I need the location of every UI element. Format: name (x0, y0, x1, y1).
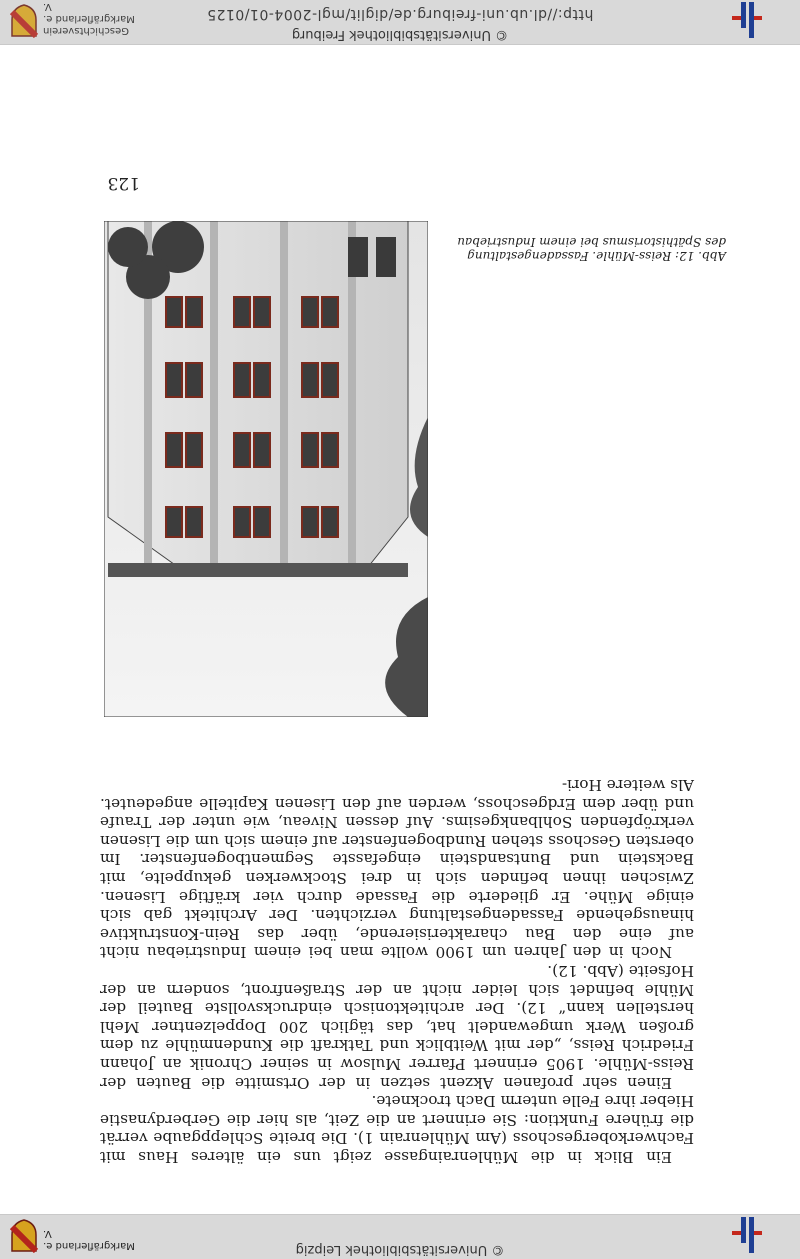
coat-of-arms-icon (10, 1219, 38, 1253)
paragraph-reiss-mill: Einen sehr profanen Akzent setzen in der Ortsmitte die Bauten der Reiss-Mühle. 1905 erinnert Pfarrer Mulsow in seiner Chronik an Johann Friedrich Reiss, „der mit Weitblick und Tatkraft die Kundenmühle zu dem großen Werk umgewandelt hat, das täglich 200 Doppelzentner Mehl herstellen kann“ 12). Der architektonisch eindrucksvollste Bauteil der Mühle befindet sich leider nicht an der Straßenfront, sondern an der Hofseite (Abb. 12). (100, 962, 694, 1092)
coat-of-arms-icon (10, 4, 38, 38)
society-name: Markgräflerland e. V. (43, 1228, 135, 1251)
body-text (100, 776, 694, 1166)
copyright-notice: © Universitätsbibliothek Freiburg (291, 27, 509, 42)
caption-line-2: des Späthistorismus bei einem Industriebau (457, 235, 726, 249)
viewer-header-bar (0, 1214, 800, 1259)
society-name: Geschichtsverein Markgräflerland e. V. (43, 1, 135, 36)
paragraph-mill-hiber-house: Ein Blick in die Mühlenraingasse zeigt uns ein älteres Haus mit Fachwerkobergeschoss (Am Mühlenrain 1). Die breite Schleppgaube verrät die frühere Funktion: Sie erinnert an die Zeit, als hier die Gerberdynastie Hieber ihre Felle unterm Dach trocknete. (100, 1092, 694, 1166)
document-url-link[interactable]: http://dl.ub.uni-freiburg.de/diglit/mgl-2004-01/0125 (206, 6, 594, 22)
paragraph-facade: Noch in den Jahren um 1900 wollte man bei einem Industriebau nicht auf eine den Bau charakterisierende, über das Rein-Konstruktive hinausgehende Fassadengestaltung verzichten. Der Architekt gab sich einige Mühe. Er gliederte die Fassade durch vier kräftige Lisenen. Zwischen ihnen befinden sich in drei Stockwerken gekuppelte, mit Backstein und Buntsandstein eingefasste Segmentbogenfenster. Im obersten Geschoss stehen Rundbogenfenster auf einem sich um die Lisenen verkröpfenden Sohlbankgesims. Auf dessen Niveau, wie unter der Traufe und über dem Erdgeschoss, werden auf den Lisenen Kapitelle angedeutet. Als weitere Hori- (100, 776, 694, 962)
copyright-notice: © Universitätsbibliothek Leipzig (295, 1242, 505, 1257)
viewer-footer-bar (0, 0, 800, 45)
figure-caption (446, 235, 726, 263)
caption-line-1: Abb. 12: Reiss-Mühle. Fassadengestaltung (467, 249, 726, 263)
page-number: 123 (107, 173, 140, 193)
reiss-mill-photo (104, 221, 428, 717)
